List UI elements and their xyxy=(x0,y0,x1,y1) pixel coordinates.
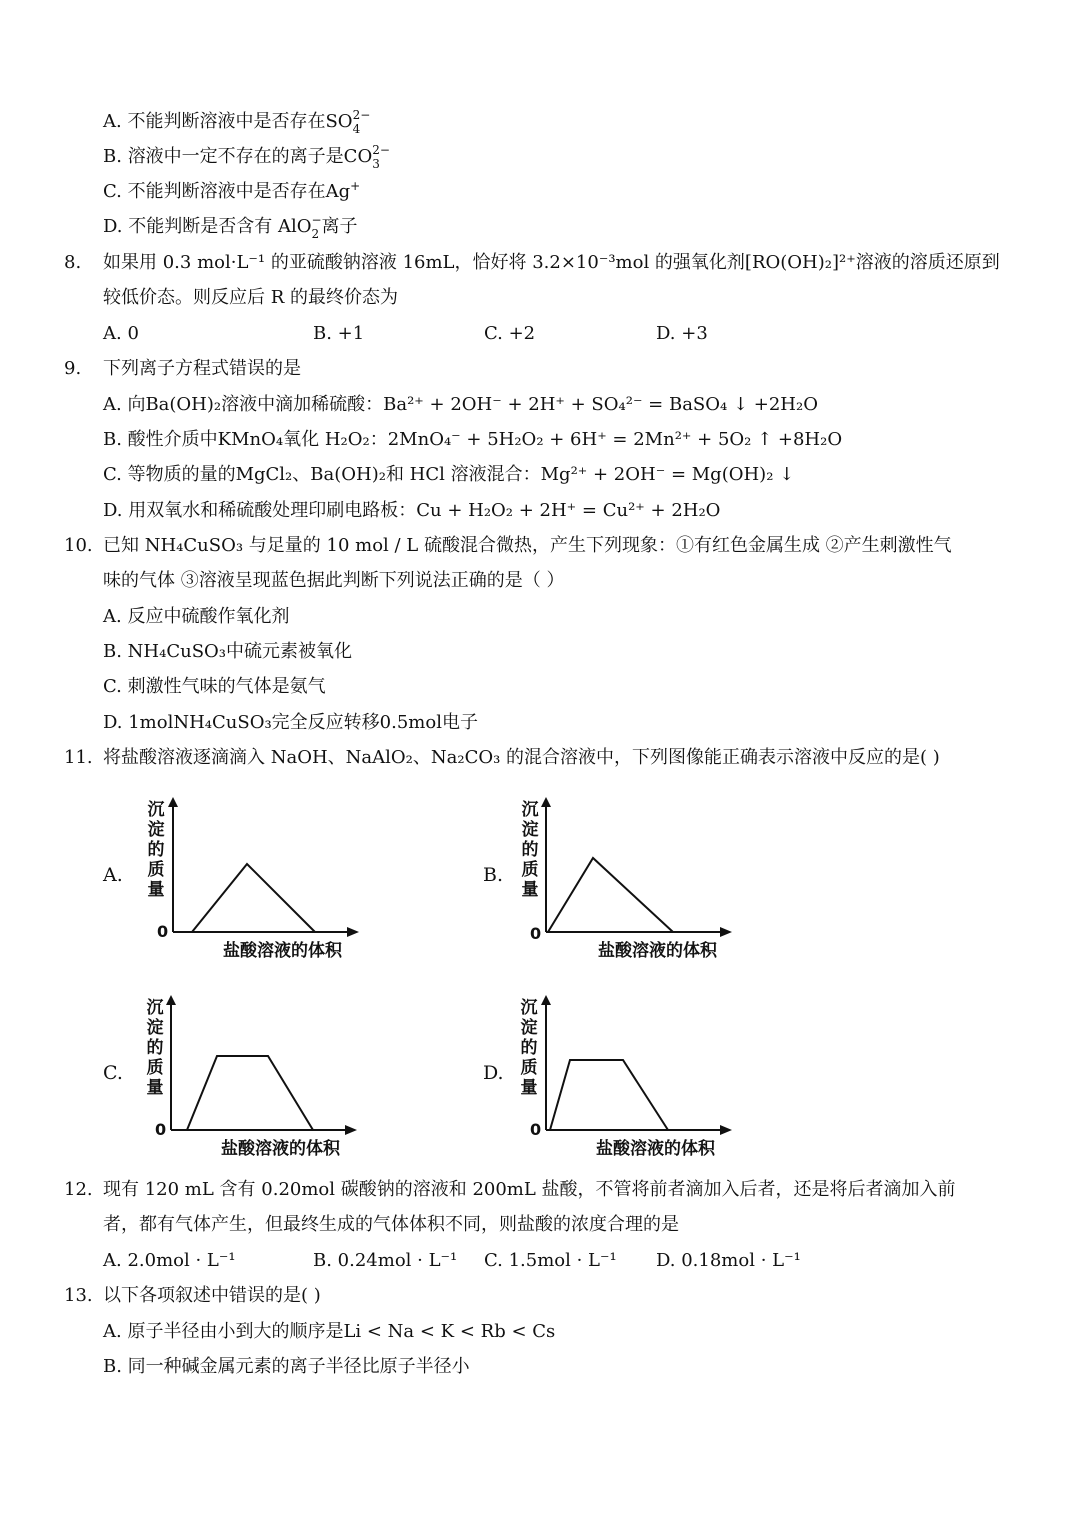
y-char: 淀 xyxy=(147,820,165,840)
q12-stem-line2: 者，都有气体产生，但最终生成的气体体积不同，则盐酸的浓度合理的是 xyxy=(103,1214,679,1235)
precipitate-curve xyxy=(192,864,315,932)
q7-option-a: A. 不能判断溶液中是否存在SO 2− 4 xyxy=(103,108,371,136)
q8-option-c: C. +2 xyxy=(484,323,536,344)
x-arrow-icon xyxy=(345,1125,357,1135)
y-char: 淀 xyxy=(521,820,539,840)
q9-stem: 下列离子方程式错误的是 xyxy=(103,358,301,379)
graph-d-label: D. xyxy=(483,1062,504,1084)
y-char: 的 xyxy=(520,1038,538,1058)
y-char: 质 xyxy=(521,860,539,880)
graph-b-plot xyxy=(538,795,738,940)
q12-option-b: B. 0.24mol · L⁻¹ xyxy=(313,1250,458,1271)
y-char: 沉 xyxy=(146,998,164,1018)
y-char: 质 xyxy=(147,860,165,880)
option-text: 溶液中一定不存在的离子是CO xyxy=(127,146,373,167)
q9-option-a: A. 向Ba(OH)₂溶液中滴加稀硫酸：Ba²⁺ + 2OH⁻ + 2H⁺ + SO₄²⁻ = BaSO₄ ↓ +2H₂O xyxy=(103,394,818,415)
option-text: 不能判断溶液中是否存在Ag xyxy=(127,181,351,202)
q12-option-d: D. 0.18mol · L⁻¹ xyxy=(656,1250,801,1271)
q12-option-a: A. 2.0mol · L⁻¹ xyxy=(103,1250,236,1271)
q13-stem: 以下各项叙述中错误的是( ) xyxy=(103,1285,321,1306)
y-char: 量 xyxy=(146,1078,164,1098)
y-arrow-icon xyxy=(166,995,176,1005)
q8-option-d: D. +3 xyxy=(656,323,708,344)
q9-number: 9. xyxy=(64,358,82,379)
graph-a-x-label: 盐酸溶液的体积 xyxy=(223,941,342,961)
y-char: 质 xyxy=(520,1058,538,1078)
q12-stem-line1: 现有 120 mL 含有 0.20mol 碳酸钠的溶液和 200mL 盐酸，不管将前者滴加入后者，还是将后者滴加入前 xyxy=(103,1179,956,1200)
option-label: B. xyxy=(103,146,122,167)
option-text: 不能判断是否含有 AlO xyxy=(128,216,312,237)
q13-number: 13. xyxy=(64,1285,93,1306)
precipitate-curve xyxy=(548,858,673,932)
option-text: 不能判断溶液中是否存在SO xyxy=(127,111,353,132)
q12-number: 12. xyxy=(64,1179,93,1200)
q10-option-a: A. 反应中硫酸作氧化剂 xyxy=(103,606,290,627)
q11-stem: 将盐酸溶液逐滴滴入 NaOH、NaAlO₂、Na₂CO₃ 的混合溶液中，下列图像能正确表示溶液中反应的是( ) xyxy=(103,747,940,768)
option-label: A. xyxy=(103,111,122,132)
graph-c-x-label: 盐酸溶液的体积 xyxy=(221,1139,340,1159)
y-char: 的 xyxy=(147,840,165,860)
y-char: 的 xyxy=(146,1038,164,1058)
y-char: 沉 xyxy=(147,800,165,820)
q10-stem-line1: 已知 NH₄CuSO₃ 与足量的 10 mol / L 硫酸混合微热，产生下列现象：①有红色金属生成 ②产生刺激性气 xyxy=(103,535,952,556)
graph-c-origin: 0 xyxy=(155,1120,167,1139)
precipitate-curve xyxy=(550,1060,668,1130)
y-char: 淀 xyxy=(520,1018,538,1038)
y-char: 沉 xyxy=(521,800,539,820)
y-char: 沉 xyxy=(520,998,538,1018)
y-char: 淀 xyxy=(146,1018,164,1038)
q10-option-d: D. 1molNH₄CuSO₃完全反应转移0.5mol电子 xyxy=(103,712,478,733)
graph-a-plot xyxy=(165,795,365,940)
superscript: + xyxy=(350,179,361,193)
q7-option-b: B. 溶液中一定不存在的离子是CO 2− 3 xyxy=(103,143,390,171)
q9-option-d: D. 用双氧水和稀硫酸处理印刷电路板：Cu + H₂O₂ + 2H⁺ = Cu²⁺ + 2H₂O xyxy=(103,500,721,521)
graph-b-label: B. xyxy=(483,864,504,886)
q13-option-b: B. 同一种碱金属元素的离子半径比原子半径小 xyxy=(103,1356,470,1377)
graph-b-origin: 0 xyxy=(530,924,542,943)
graph-c-y-label xyxy=(145,998,165,1098)
precipitate-curve xyxy=(187,1056,313,1130)
q13-option-a: A. 原子半径由小到大的顺序是Li < Na < K < Rb < Cs xyxy=(103,1321,556,1342)
y-char: 的 xyxy=(521,840,539,860)
q10-stem-line2: 味的气体 ③溶液呈现蓝色据此判断下列说法正确的是（ ） xyxy=(103,570,565,591)
q8-stem-line2: 较低价态。则反应后 R 的最终价态为 xyxy=(103,287,398,308)
graph-b-y-label xyxy=(520,800,540,900)
q10-option-b: B. NH₄CuSO₃中硫元素被氧化 xyxy=(103,641,353,662)
y-char: 质 xyxy=(146,1058,164,1078)
graph-c-label: C. xyxy=(103,1062,123,1084)
q9-option-c: C. 等物质的量的MgCl₂、Ba(OH)₂和 HCl 溶液混合：Mg²⁺ + 2OH⁻ = Mg(OH)₂ ↓ xyxy=(103,464,795,485)
graph-c-plot xyxy=(163,993,363,1138)
y-char: 量 xyxy=(520,1078,538,1098)
q8-option-a: A. 0 xyxy=(103,323,139,344)
option-label: C. xyxy=(103,181,122,202)
y-arrow-icon xyxy=(168,797,178,807)
graph-a-origin: 0 xyxy=(157,922,169,941)
option-text-after: 离子 xyxy=(321,216,358,237)
option-label: D. xyxy=(103,216,123,237)
graph-d-plot xyxy=(538,993,738,1138)
q11-number: 11. xyxy=(64,747,93,768)
graph-d-y-label xyxy=(519,998,539,1098)
q7-option-d: D. 不能判断是否含有 AlO − 2 离子 xyxy=(103,213,358,241)
y-arrow-icon xyxy=(541,995,551,1005)
q12-option-c: C. 1.5mol · L⁻¹ xyxy=(484,1250,617,1271)
x-arrow-icon xyxy=(720,927,732,937)
y-char: 量 xyxy=(147,880,165,900)
graph-d-x-label: 盐酸溶液的体积 xyxy=(596,1139,715,1159)
q7-option-c xyxy=(103,180,360,204)
q10-option-c: C. 刺激性气味的气体是氨气 xyxy=(103,676,326,697)
q9-option-b: B. 酸性介质中KMnO₄氧化 H₂O₂：2MnO₄⁻ + 5H₂O₂ + 6H⁺ = 2Mn²⁺ + 5O₂ ↑ +8H₂O xyxy=(103,429,843,450)
x-arrow-icon xyxy=(720,1125,732,1135)
graph-a-y-label xyxy=(146,800,166,900)
graph-a-label: A. xyxy=(103,864,123,886)
y-char: 量 xyxy=(521,880,539,900)
q8-number: 8. xyxy=(64,252,82,273)
q8-option-b: B. +1 xyxy=(313,323,365,344)
x-arrow-icon xyxy=(347,927,359,937)
q10-number: 10. xyxy=(64,535,93,556)
q8-stem-line1: 如果用 0.3 mol·L⁻¹ 的亚硫酸钠溶液 16mL，恰好将 3.2×10⁻³mol 的强氧化剂[RO(OH)₂]²⁺溶液的溶质还原到 xyxy=(103,252,1000,273)
y-arrow-icon xyxy=(541,797,551,807)
graph-d-origin: 0 xyxy=(530,1120,542,1139)
graph-b-x-label: 盐酸溶液的体积 xyxy=(598,941,717,961)
